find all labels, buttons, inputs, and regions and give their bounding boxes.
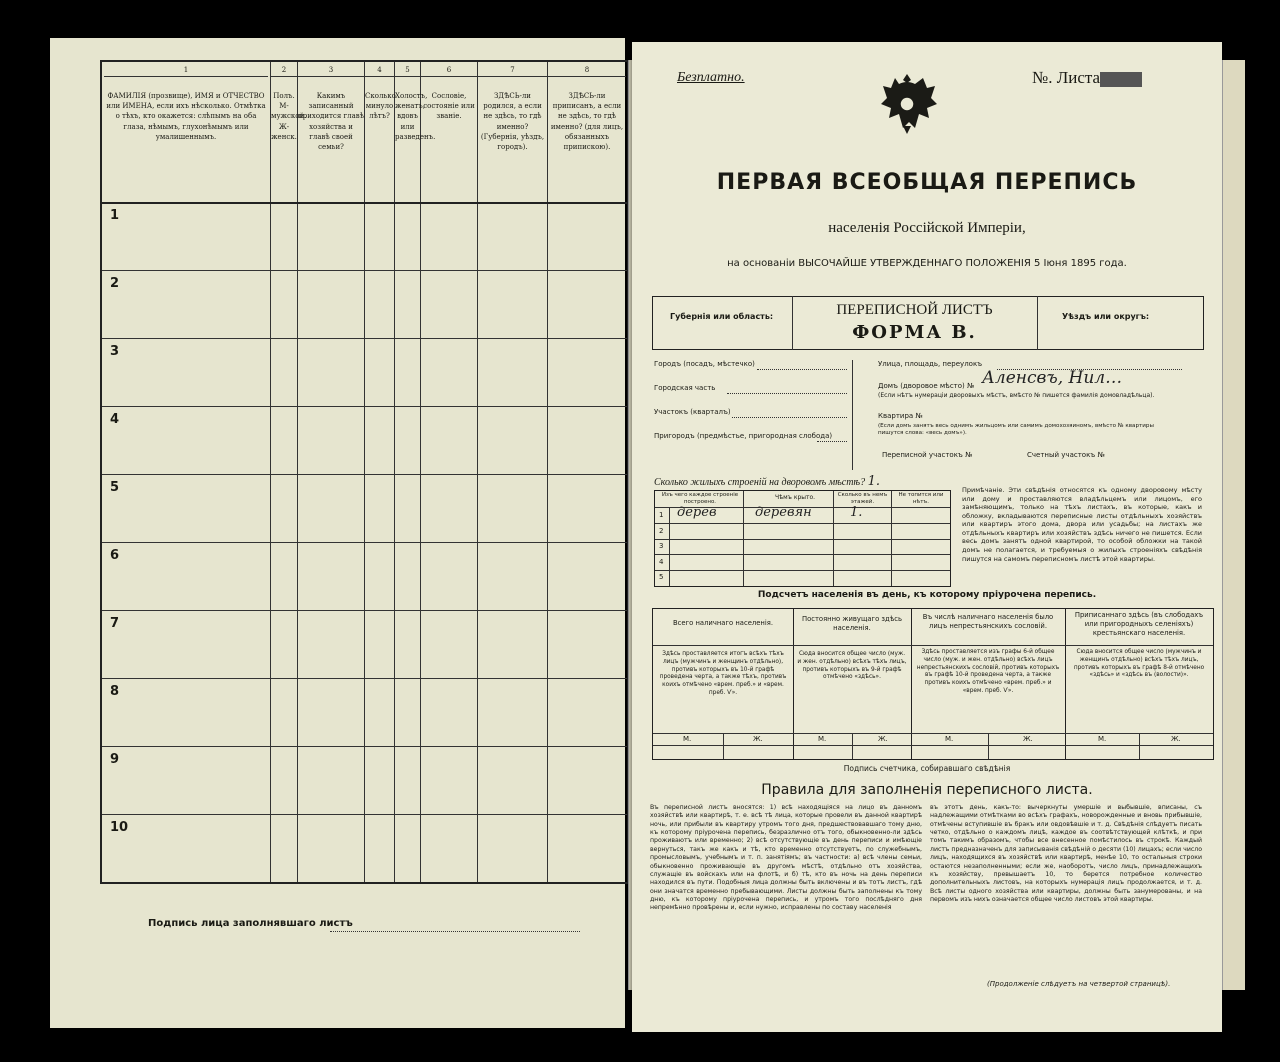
left-signature-label: Подпись лица заполнявшаго листъ bbox=[148, 918, 353, 929]
suburb-line bbox=[817, 441, 847, 442]
sheet-number: №. Листа bbox=[1032, 68, 1142, 88]
count-col-desc: Здѣсь проставляется изъ графы 6-й общее число (муж. и жен. отдѣльно) всѣхъ лицъ непрестьянскихъ сословій, противъ которыхъ въ графѣ 10-й проведена черта, а также противъ коихъ отмѣчено «врем. преб.» и «врем. преб. Ѵ». bbox=[916, 649, 1060, 695]
female-label: Ж. bbox=[1023, 735, 1033, 743]
count-col-header: Постоянно живущаго здѣсь населенія. bbox=[801, 615, 903, 633]
buildings-handwriting: 1. bbox=[867, 474, 880, 489]
male-label: М. bbox=[945, 735, 954, 743]
header-col-6: 6 Сословіе, состояніе или званіе. bbox=[421, 62, 477, 202]
divider bbox=[655, 554, 950, 555]
district-label: Участокъ (кварталъ) bbox=[654, 408, 731, 416]
city-label: Городъ (посадъ, мѣстечко) bbox=[654, 360, 755, 368]
header-col-7: 7 ЗДѢСЬ-ли родился, а если не здѣсь, то гдѣ именно? (Губернія, уѣздъ, городъ). bbox=[478, 62, 547, 202]
census-district-label: Переписной участокъ № bbox=[882, 451, 973, 459]
gubernia-label: Губернія или область: bbox=[670, 312, 774, 321]
count-district-label: Счетный участокъ № bbox=[1027, 451, 1105, 459]
table-row: 4 bbox=[102, 406, 627, 475]
double-headed-eagle-icon bbox=[877, 70, 937, 136]
female-label: Ж. bbox=[878, 735, 888, 743]
btable-handwriting: дерев bbox=[677, 505, 717, 520]
house-label: Домъ (дворовое мѣсто) № bbox=[878, 382, 975, 390]
header-col-3: 3 Какимъ записанный приходится главѣ хозяйства и главѣ своей семьи? bbox=[298, 66, 364, 151]
divider bbox=[793, 609, 794, 759]
city-line bbox=[757, 369, 847, 370]
divider bbox=[653, 745, 1213, 746]
count-col-desc: Здѣсь проставляется итогъ всѣхъ тѣхъ лицъ (мужчинъ и женщинъ отдѣльно), противъ которыхъ въ 10-й графѣ проведена черта, а также тѣхъ, противъ коихъ отмѣчено «врем. преб.» и «врем. преб. Ѵ». bbox=[659, 651, 787, 697]
btable-header: Сколько въ немъ этажей. bbox=[837, 492, 888, 505]
btable-row-num: 3 bbox=[659, 542, 664, 550]
free-label: Безплатно. bbox=[677, 70, 745, 85]
house-note: (Если нѣтъ нумерацiи дворовыхъ мѣстъ, вмѣсто № пишется фамилія домовладѣльца). bbox=[878, 392, 1155, 399]
male-label: М. bbox=[683, 735, 692, 743]
count-col-desc: Сюда вносится общее число (мужчинъ и женщинъ отдѣльно) всѣхъ тѣхъ лицъ, противъ которыхъ въ графѣ 8-й отмѣчено «здѣсь» и «здѣсь въ (волости)». bbox=[1073, 649, 1205, 679]
divider bbox=[988, 733, 989, 759]
divider bbox=[669, 507, 670, 586]
btable-row-num: 4 bbox=[659, 558, 664, 566]
male-label: М. bbox=[1098, 735, 1107, 743]
count-col-header: Приписаннаго здѣсь (въ слободахъ или пригородныхъ селеніяхъ) крестьянскаго населенія. bbox=[1074, 611, 1204, 638]
count-col-header: Всего наличнаго населенія. bbox=[673, 619, 773, 627]
rules-text-left: Въ переписной листъ вносятся: 1) всѣ находящіяся на лицо въ данномъ хозяйствѣ или квартирѣ, т. е. всѣ тѣ лица, которые провели въ данной квартирѣ ночь, или прибыли въ квартиру утромъ того дня, предшествовавшаго тому дню, къ которому пріурочена перепись, безразлично отъ того, обыкновенно-ли здѣсь проживаютъ или временно; 2) всѣ отсутствующіе въ день переписи и имѣющіе вернуться, такъ же какъ и тѣ, кто временно отсутствуетъ, по служебнымъ, промысловымъ, учебнымъ и т. п. занятіямъ; въ частности: а) всѣ члены семьи, обыкновенно проживающіе въ другомъ мѣстѣ, отдѣльно отъ хозяйства, служащіе въ войскахъ или на флотѣ, и б) тѣ, кто въ ночь на день переписи находился въ пути. Подобныя лица должны быть включены и въ тотъ листъ, гдѣ они значатся временно пребывающими. Листы должны быть заполнены къ тому дню, къ которому пріурочена перепись, и утромъ того послѣдняго дня непремѣнно провѣрены и, если нужно, исправлены по составу населенія bbox=[650, 804, 922, 912]
rules-text-right: въ этотъ день, какъ-то: вычеркнуты умершіе и выбывшіе, вписаны, съ надлежащими отмѣтками во всѣхъ графахъ, новорожденные и вновь прибывшіе, отмѣчены вступившіе въ бракъ или овдовѣвшіе и т. д. Свѣдѣнія слѣдуетъ писать четко, отдѣльно о каждомъ лицѣ, каждое въ соотвѣтствующей клѣткѣ, и при томъ такимъ образомъ, чтобы все внесенное помѣстилось въ строкѣ. Каждый листъ предназначенъ для записыванія свѣдѣній о десяти (10) лицахъ; если число лицъ, находящихся въ хозяйствѣ или квартирѣ, менѣе 10, то остальныя строки остаются незаполненными; если же, наоборотъ, число лицъ, принадлежащихъ къ хозяйству, превышаетъ 10, то берется потребное количество дополнительныхъ листовъ, на которыхъ нумерація лицъ продолжается, и т. д. Всѣ листы одного хозяйства или квартиры, должны быть занумерованы, и на первомъ изъ нихъ означается общее число листовъ этой квартиры. bbox=[930, 804, 1202, 903]
table-row: 5 bbox=[102, 474, 627, 543]
uezd-label: Уѣздъ или округъ: bbox=[1062, 312, 1150, 321]
rules-footer: (Продолженіе слѣдуетъ на четвертой страницѣ). bbox=[987, 980, 1171, 988]
btable-handwriting: 1. bbox=[850, 505, 863, 520]
city-part-label: Городская часть bbox=[654, 384, 716, 392]
divider bbox=[852, 360, 853, 470]
btable-header: Не топится или нѣтъ. bbox=[898, 492, 944, 505]
table-row: 7 bbox=[102, 610, 627, 679]
form-title: ПЕРЕПИСНОЙ ЛИСТЪ bbox=[836, 302, 993, 318]
female-label: Ж. bbox=[753, 735, 763, 743]
divider bbox=[655, 570, 950, 571]
count-col-header: Въ числѣ наличнаго населенія было лицъ непрестьянскихъ сословій. bbox=[922, 613, 1054, 631]
rules-title: Правила для заполненія переписного листа. bbox=[761, 782, 1093, 798]
btable-row-num: 1 bbox=[659, 511, 664, 519]
divider bbox=[1037, 296, 1038, 350]
apartment-note: (Если домъ занятъ весь однимъ жильцомъ или самимъ домохозяиномъ, вмѣсто № квартиры пишутся слова: «весь домъ»). bbox=[878, 423, 1154, 437]
count-table bbox=[652, 608, 1214, 760]
table-row: 8 bbox=[102, 678, 627, 747]
table-row: 2 bbox=[102, 270, 627, 339]
persons-table bbox=[100, 60, 629, 884]
house-handwriting: Аленсвъ, Нил… bbox=[982, 368, 1123, 388]
divider bbox=[655, 523, 950, 524]
counter-signature: Подпись счетчика, собиравшаго свѣдѣнія bbox=[843, 764, 1011, 773]
header-col-5: 5 Холостъ, женатъ, вдовъ или разведенъ. bbox=[395, 66, 436, 141]
header-col-8: 8 ЗДѢСЬ-ли приписанъ, а если не здѣсь, то гдѣ именно? (для лицъ, обязанныхъ припискою). bbox=[548, 62, 626, 202]
right-page bbox=[632, 42, 1222, 1032]
divider bbox=[653, 733, 1213, 734]
table-row: 10 bbox=[110, 820, 129, 835]
count-col-desc: Сюда вносится общее число (муж. и жен. отдѣльно) всѣхъ тѣхъ лицъ, противъ которыхъ въ 9-й графѣ отмѣчено «здѣсь». bbox=[797, 651, 907, 681]
female-label: Ж. bbox=[1171, 735, 1181, 743]
census-title: ПЕРВАЯ ВСЕОБЩАЯ ПЕРЕПИСЬ bbox=[716, 170, 1138, 195]
divider bbox=[911, 609, 912, 759]
census-basis: на основаніи ВЫСОЧАЙШЕ УТВЕРЖДЕННАГО ПОЛОЖЕНІЯ 5 Іюня 1895 года. bbox=[727, 258, 1127, 269]
divider bbox=[655, 539, 950, 540]
binding-strip bbox=[1222, 60, 1245, 990]
sheet-number-stamp bbox=[1100, 72, 1142, 87]
buildings-question: Сколько жилыхъ строеній на дворовомъ мѣстѣ? 1. bbox=[654, 474, 880, 489]
city-part-line bbox=[727, 393, 847, 394]
left-page bbox=[50, 38, 625, 1028]
header-col-1: 1 ФАМИЛІЯ (прозвище), ИМЯ и ОТЧЕСТВО или ИМЕНА, если ихъ нѣсколько. Отмѣтка о тѣхъ, кто окажется: слѣпымъ на оба глаза, нѣмымъ, глухонѣмымъ или умалишеннымъ. bbox=[104, 62, 268, 202]
header-col-4: 4 Сколько минуло лѣтъ? bbox=[365, 66, 396, 121]
male-label: М. bbox=[818, 735, 827, 743]
table-row: 6 bbox=[102, 542, 627, 611]
form-name: ФОРМА В. bbox=[852, 322, 977, 343]
divider bbox=[653, 645, 1213, 646]
header-col-2: 2 Полъ. М-мужской. Ж-женск. bbox=[271, 66, 307, 141]
table-row: 3 bbox=[102, 338, 627, 407]
district-line bbox=[732, 417, 847, 418]
divider bbox=[852, 733, 853, 759]
count-title: Подсчетъ населенія въ день, къ которому пріурочена перепись. bbox=[757, 590, 1097, 600]
divider bbox=[1065, 609, 1066, 759]
btable-header: Чѣмъ крыто. bbox=[775, 494, 816, 501]
census-subtitle: населенія Россійской Имперіи, bbox=[828, 220, 1026, 236]
btable-row-num: 2 bbox=[659, 527, 664, 535]
divider bbox=[1139, 733, 1140, 759]
left-signature-line bbox=[330, 931, 580, 932]
suburb-label: Пригородъ (предмѣстье, пригородная слобода) bbox=[654, 432, 833, 440]
apartment-label: Квартира № bbox=[878, 412, 923, 420]
table-row: 1 bbox=[102, 202, 627, 271]
street-label: Улица, площадь, переулокъ bbox=[878, 360, 983, 368]
btable-handwriting: деревян bbox=[755, 505, 812, 520]
btable-header: Изъ чего каждое строеніе построено. bbox=[661, 492, 739, 505]
buildings-table bbox=[654, 490, 951, 587]
table-header bbox=[102, 62, 627, 204]
table-row: 9 bbox=[102, 746, 627, 815]
note-text: Примѣчаніе. Эти свѣдѣнія относятся къ одному дворовому мѣсту или дому и проставляются владѣльцемъ или лицомъ, его замѣняющимъ, только на тѣхъ листахъ, въ которые, какъ и обложку, вкладываются переписные листы отдѣльныхъ хозяйствъ или квартиръ этого дома, двора или усадьбы; на листахъ же отдѣльныхъ квартиръ или хозяйствъ здѣсь ничего не пишется. Если весь домъ занятъ одной квартирой, то особой обложки на такой домъ не полагается, и требуемыя о жилыхъ строеніяхъ свѣдѣнія пишутся на самомъ переписномъ листѣ этой квартиры. bbox=[962, 486, 1202, 563]
divider bbox=[723, 733, 724, 759]
btable-row-num: 5 bbox=[659, 573, 664, 581]
